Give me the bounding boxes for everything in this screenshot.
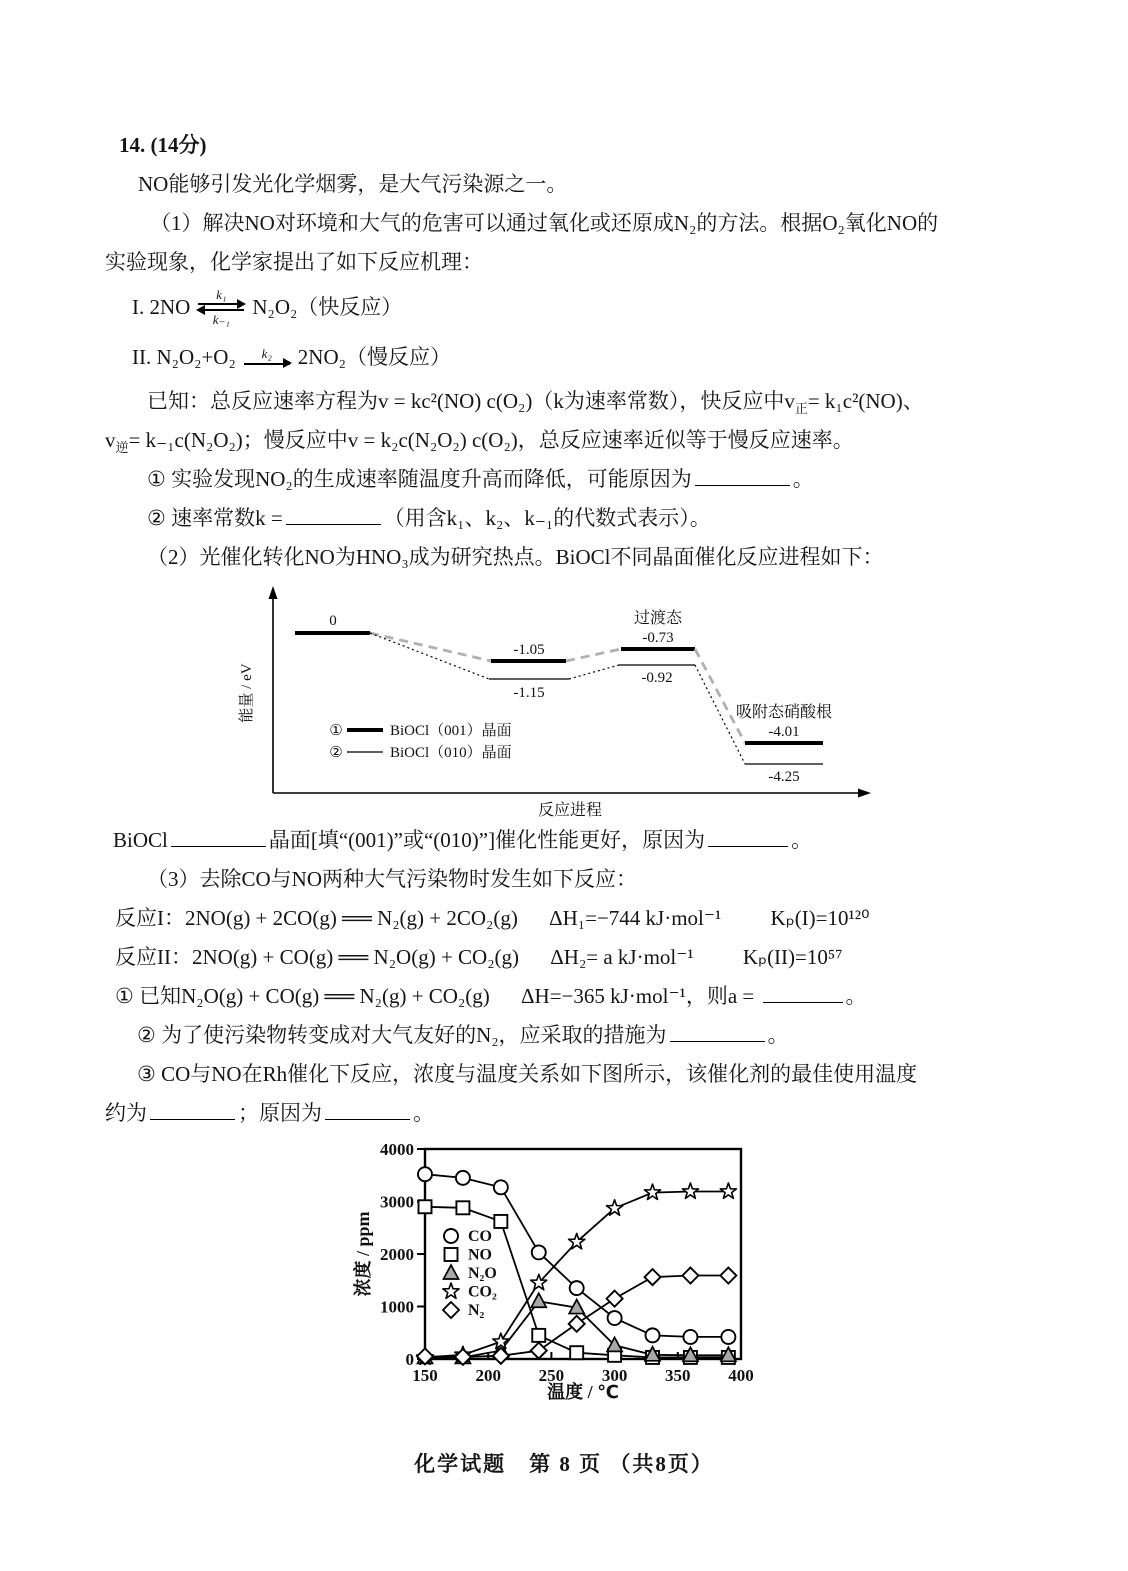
reverse-harpoon-icon — [198, 309, 244, 311]
reaction-1-equation: 反应I：2NO(g) + 2CO(g) ══ N₂(g) + 2CO₂(g) — [115, 906, 518, 930]
answer-blank-measure[interactable] — [670, 1019, 765, 1042]
legend-NO-label: NO — [468, 1246, 492, 1264]
reaction-1-kp: Kₚ(I)=10¹²⁰ — [770, 906, 870, 930]
answer-blank-k[interactable] — [286, 502, 381, 525]
part1-line1: （1）解决NO对环境和大气的危害可以通过氧化或还原成N₂的方法。根据O₂氧化NO的 — [150, 211, 939, 235]
connector-001-ts — [566, 649, 621, 661]
forward-arrow — [244, 347, 290, 368]
legend-2-label: BiOCl（010）晶面 — [390, 745, 512, 761]
x-tick-label: 200 — [475, 1366, 501, 1385]
intro-line: NO能够引发光化学烟雾，是大气污染源之一。 — [138, 172, 568, 196]
reaction-2-line — [105, 938, 1025, 977]
y-tick-label: 3000 — [380, 1192, 414, 1212]
x-axis-label: 温度 / ℃ — [547, 1382, 619, 1402]
sub-question-3-2: ② 为了使污染物转变成对大气友好的N₂，应采取的措施为 。 — [105, 1016, 1025, 1055]
v-forward-subscript: 正 — [794, 401, 808, 417]
marker-N₂ — [493, 1348, 509, 1364]
energy-x-label: 反应进程 — [537, 802, 603, 819]
legend-N₂O-label: N₂O — [468, 1265, 497, 1282]
sub-question-1-1: ① 实验发现NO₂的生成速率随温度升高而降低，可能原因为 。 — [105, 460, 1025, 499]
reversible-arrows — [198, 288, 244, 325]
known-line1: 已知：总反应速率方程为v = kc²(NO) c(O₂)（k为速率常数），快反应中$v_正= k_1c^2(NO)$、 — [147, 389, 924, 417]
connector-010 — [370, 633, 489, 679]
mechanism-eq-2 — [105, 332, 1025, 382]
x-axis-arrow-icon — [858, 789, 871, 798]
marker-CO₂ — [682, 1183, 698, 1198]
reaction-2-kp: Kₚ(II)=10⁵⁷ — [742, 945, 843, 969]
x-tick-label: 300 — [601, 1366, 628, 1385]
legend-CO₂-marker — [443, 1283, 459, 1298]
y-axis-arrow-icon — [269, 586, 278, 599]
connector-010-ts — [569, 665, 619, 679]
marker-NO — [494, 1215, 507, 1228]
answer-blank-facet[interactable] — [171, 824, 266, 847]
answer-blank-a[interactable] — [763, 980, 843, 1003]
reaction-2-equation: 反应II：2NO(g) + CO(g) ══ N₂O(g) + CO₂(g) — [115, 945, 520, 969]
legend-CO-label: CO — [468, 1228, 492, 1245]
marker-CO — [646, 1328, 660, 1342]
v-reverse-subscript: 逆 — [115, 440, 129, 456]
marker-N₂O — [531, 1293, 546, 1307]
marker-N₂ — [531, 1343, 547, 1359]
marker-N₂ — [682, 1268, 698, 1284]
legend-2-id: ② — [329, 745, 343, 761]
marker-CO — [456, 1171, 470, 1185]
legend-N₂-marker — [443, 1302, 459, 1318]
known-line2: $v_逆= k_{-1}c(N_2O_2)$；慢反应中v = k₂c(N₂O₂) c(O₂)，总反应速率近似等于慢反应速率。 — [105, 428, 854, 456]
level-001-intermediate-value: -1.05 — [513, 642, 545, 658]
marker-N₂ — [645, 1269, 661, 1285]
y-axis-label: 浓度 / ppm — [353, 1211, 373, 1297]
reaction-1-line — [105, 899, 1025, 938]
x-tick-label: 400 — [728, 1366, 754, 1385]
legend-CO-marker — [444, 1229, 458, 1243]
marker-CO₂ — [720, 1183, 736, 1198]
marker-NO — [456, 1201, 469, 1214]
marker-CO — [683, 1330, 697, 1344]
k1-label: k₁ — [216, 287, 227, 303]
marker-CO — [608, 1311, 622, 1325]
marker-CO — [418, 1167, 432, 1181]
sub-question-3-1: ① 已知N₂O(g) + CO(g) ══ N₂(g) + CO₂(g) ΔH=−365 kJ·mol⁻¹，则a = 。 — [105, 977, 1025, 1016]
x-tick-label: 250 — [538, 1366, 565, 1385]
x-tick-label: 350 — [665, 1366, 691, 1385]
y-tick-label: 2000 — [380, 1245, 414, 1264]
legend-NO-marker — [445, 1248, 458, 1261]
eq2-rhs: 2NO₂（慢反应） — [297, 344, 451, 369]
part2-line: （2）光催化转化NO为HNO₃成为研究热点。BiOCl不同晶面催化反应进程如下： — [147, 545, 884, 569]
energy-diagram — [233, 581, 893, 821]
y-tick-label: 4000 — [380, 1140, 414, 1159]
reaction-1-enthalpy: ΔH₁=−744 kJ·mol⁻¹ — [549, 906, 722, 930]
legend-1-id: ① — [329, 723, 343, 739]
level-001-ts-value: -0.73 — [642, 630, 674, 646]
marker-N₂ — [569, 1316, 585, 1332]
marker-CO — [532, 1245, 546, 1259]
eq1-lhs: I. 2NO — [132, 294, 191, 319]
eq2-lhs: II. N₂O₂+O₂ — [132, 344, 236, 369]
part3-line: （3）去除CO与NO两种大气污染物时发生如下反应： — [147, 867, 638, 891]
adsorbed-nitrate-label: 吸附态硝酸根 — [735, 704, 833, 721]
x-tick-label: 150 — [412, 1366, 438, 1385]
sub-question-3-3-line2: 约为 ；原因为 。 — [105, 1094, 1025, 1133]
marker-CO — [721, 1330, 735, 1344]
answer-blank-facet-reason[interactable] — [708, 824, 788, 847]
mechanism-eq-1 — [105, 282, 1025, 332]
answer-blank-reason1[interactable] — [695, 463, 790, 486]
marker-NO — [570, 1346, 583, 1359]
marker-NO — [419, 1200, 432, 1213]
level-010-ts-value: -0.92 — [641, 670, 673, 686]
page-footer: 化学试题 第 8 页 （共8页） — [414, 1452, 714, 1476]
answer-blank-temperature[interactable] — [150, 1097, 235, 1120]
level-001-product-value: -4.01 — [768, 724, 800, 740]
legend-CO₂-label: CO₂ — [468, 1283, 497, 1301]
sub-question-3-3-line1: ③ CO与NO在Rh催化下反应，浓度与温度关系如下图所示，该催化剂的最佳使用温度 — [137, 1062, 918, 1086]
legend-N₂-label: N₂ — [468, 1302, 485, 1319]
question-14 — [105, 126, 1025, 1405]
y-tick-label: 1000 — [380, 1297, 414, 1317]
marker-CO₂ — [644, 1184, 660, 1199]
concentration-chart — [353, 1135, 773, 1405]
k2-label: k₂ — [261, 345, 272, 361]
marker-CO — [570, 1281, 584, 1295]
question-number: 14. (14分) — [119, 133, 207, 157]
level-010-intermediate-value: -1.15 — [513, 685, 545, 701]
sub-question-1-2: ② 速率常数k = （用含k₁、k₂、k₋₁的代数式表示）。 — [105, 499, 1025, 538]
reaction-2-enthalpy: ΔH₂= a kJ·mol⁻¹ — [550, 945, 694, 969]
legend-N₂O-marker — [444, 1265, 459, 1279]
energy-y-label: 能量 / eV — [239, 663, 255, 723]
level-010-product-value: -4.25 — [768, 769, 800, 785]
eq1-rhs: N₂O₂（快反应） — [252, 294, 403, 319]
biocl-question-line: BiOCl 晶面[填“(001)”或“(010)”]催化性能更好，原因为 。 — [105, 821, 1025, 860]
level-start-value: 0 — [329, 613, 337, 629]
marker-N₂ — [607, 1291, 623, 1307]
part1-line2: 实验现象，化学家提出了如下反应机理： — [105, 250, 483, 274]
connector-001-prod — [695, 649, 745, 743]
k-minus1-label: k₋₁ — [212, 311, 230, 327]
marker-N₂ — [720, 1268, 736, 1284]
forward-arrow-icon — [244, 363, 290, 365]
marker-NO — [532, 1329, 545, 1342]
transition-state-label: 过渡态 — [633, 610, 683, 627]
legend-1-label: BiOCl（001）晶面 — [390, 723, 512, 739]
answer-blank-temp-reason[interactable] — [325, 1097, 410, 1120]
y-tick-label: 0 — [405, 1350, 414, 1369]
marker-CO — [494, 1180, 508, 1194]
